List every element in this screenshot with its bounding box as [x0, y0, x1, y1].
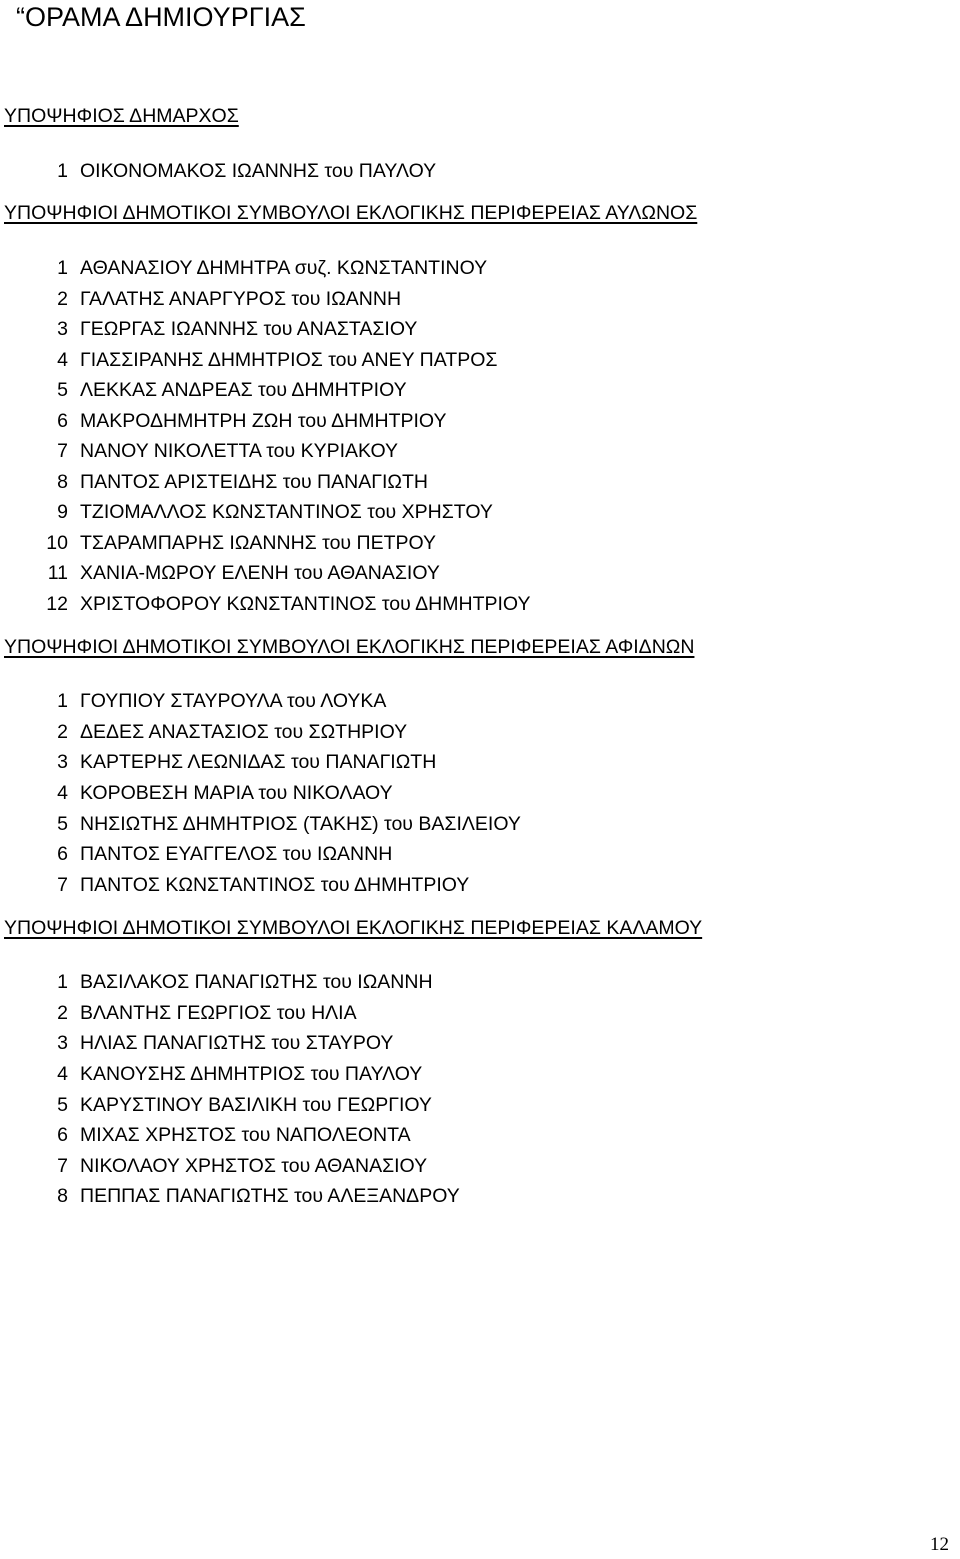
item-number: 7 — [57, 440, 68, 462]
candidate-name: ΝΙΚΟΛΑΟΥ ΧΡΗΣΤΟΣ του ΑΘΑΝΑΣΙΟΥ — [80, 1155, 428, 1177]
item-number: 3 — [57, 751, 68, 773]
item-number: 2 — [57, 721, 68, 743]
item-number: 10 — [46, 532, 68, 554]
item-number: 6 — [57, 1124, 68, 1146]
item-number: 2 — [57, 1002, 68, 1024]
candidate-name: ΤΖΙΟΜΑΛΛΟΣ ΚΩΝΣΤΑΝΤΙΝΟΣ του ΧΡΗΣΤΟΥ — [80, 501, 493, 523]
item-number: 4 — [57, 1063, 68, 1085]
item-number: 5 — [57, 1094, 68, 1116]
section-heading-avlonas: ΥΠΟΨΗΦΙΟΙ ΔΗΜΟΤΙΚΟΙ ΣΥΜΒΟΥΛΟΙ ΕΚΛΟΓΙΚΗΣ ΠΕΡΙΦΕΡΕΙΑΣ ΑΥΛΩΝΟΣ — [4, 202, 698, 224]
item-number: 8 — [57, 471, 68, 493]
item-number: 3 — [57, 318, 68, 340]
candidate-name: ΚΑΡΤΕΡΗΣ ΛΕΩΝΙΔΑΣ του ΠΑΝΑΓΙΩΤΗ — [80, 751, 437, 773]
item-number: 3 — [57, 1032, 68, 1054]
candidate-name: ΠΑΝΤΟΣ ΑΡΙΣΤΕΙΔΗΣ του ΠΑΝΑΓΙΩΤΗ — [80, 471, 428, 493]
item-number: 6 — [57, 410, 68, 432]
item-number: 1 — [57, 160, 68, 182]
candidate-name: ΚΑΝΟΥΣΗΣ ΔΗΜΗΤΡΙΟΣ του ΠΑΥΛΟΥ — [80, 1063, 423, 1085]
item-number: 1 — [57, 257, 68, 279]
candidate-name: ΧΡΙΣΤΟΦΟΡΟΥ ΚΩΝΣΤΑΝΤΙΝΟΣ του ΔΗΜΗΤΡΙΟΥ — [80, 593, 531, 615]
item-number: 1 — [57, 690, 68, 712]
candidate-name: ΓΟΥΠΙΟΥ ΣΤΑΥΡΟΥΛΑ του ΛΟΥΚΑ — [80, 690, 387, 712]
candidate-name: ΛΕΚΚΑΣ ΑΝΔΡΕΑΣ του ΔΗΜΗΤΡΙΟΥ — [80, 379, 407, 401]
candidate-name: ΚΟΡΟΒΕΣΗ ΜΑΡΙΑ του ΝΙΚΟΛΑΟΥ — [80, 782, 393, 804]
candidate-name: ΧΑΝΙΑ-ΜΩΡΟΥ ΕΛΕΝΗ του ΑΘΑΝΑΣΙΟΥ — [80, 562, 440, 584]
candidate-name: ΟΙΚΟΝΟΜΑΚΟΣ ΙΩΑΝΝΗΣ του ΠΑΥΛΟΥ — [80, 160, 437, 182]
item-number: 5 — [57, 379, 68, 401]
candidate-name: ΒΛΑΝΤΗΣ ΓΕΩΡΓΙΟΣ του ΗΛΙΑ — [80, 1002, 357, 1024]
candidate-name: ΝΗΣΙΩΤΗΣ ΔΗΜΗΤΡΙΟΣ (ΤΑΚΗΣ) του ΒΑΣΙΛΕΙΟΥ — [80, 813, 521, 835]
section-heading-mayor: ΥΠΟΨΗΦΙΟΣ ΔΗΜΑΡΧΟΣ — [4, 105, 239, 127]
item-number: 6 — [57, 843, 68, 865]
candidate-name: ΠΕΠΠΑΣ ΠΑΝΑΓΙΩΤΗΣ του ΑΛΕΞΑΝΔΡΟΥ — [80, 1185, 460, 1207]
item-number: 9 — [57, 501, 68, 523]
page-number: 12 — [930, 1534, 949, 1555]
section-heading-afidnes: ΥΠΟΨΗΦΙΟΙ ΔΗΜΟΤΙΚΟΙ ΣΥΜΒΟΥΛΟΙ ΕΚΛΟΓΙΚΗΣ ΠΕΡΙΦΕΡΕΙΑΣ ΑΦΙΔΝΩΝ — [4, 636, 695, 658]
item-number: 7 — [57, 874, 68, 896]
candidate-name: ΓΕΩΡΓΑΣ ΙΩΑΝΝΗΣ του ΑΝΑΣΤΑΣΙΟΥ — [80, 318, 418, 340]
candidate-name: ΓΑΛΑΤΗΣ ΑΝΑΡΓΥΡΟΣ του ΙΩΑΝΝΗ — [80, 288, 402, 310]
candidate-name: ΠΑΝΤΟΣ ΚΩΝΣΤΑΝΤΙΝΟΣ του ΔΗΜΗΤΡΙΟΥ — [80, 874, 470, 896]
item-number: 4 — [57, 349, 68, 371]
candidate-name: ΑΘΑΝΑΣΙΟΥ ΔΗΜΗΤΡΑ συζ. ΚΩΝΣΤΑΝΤΙΝΟΥ — [80, 257, 488, 279]
candidate-name: ΓΙΑΣΣΙΡΑΝΗΣ ΔΗΜΗΤΡΙΟΣ του ΑΝΕΥ ΠΑΤΡΟΣ — [80, 349, 498, 371]
item-number: 7 — [57, 1155, 68, 1177]
candidate-name: ΔΕΔΕΣ ΑΝΑΣΤΑΣΙΟΣ του ΣΩΤΗΡΙΟΥ — [80, 721, 408, 743]
item-number: 4 — [57, 782, 68, 804]
candidate-name: ΚΑΡΥΣΤΙΝΟΥ ΒΑΣΙΛΙΚΗ του ΓΕΩΡΓΙΟΥ — [80, 1094, 432, 1116]
party-title: “ΟΡΑΜΑ ΔΗΜΙΟΥΡΓΙΑΣ — [16, 2, 306, 32]
item-number: 5 — [57, 813, 68, 835]
candidate-name: ΤΣΑΡΑΜΠΑΡΗΣ ΙΩΑΝΝΗΣ του ΠΕΤΡΟΥ — [80, 532, 437, 554]
item-number: 12 — [46, 593, 68, 615]
section-heading-kalamos: ΥΠΟΨΗΦΙΟΙ ΔΗΜΟΤΙΚΟΙ ΣΥΜΒΟΥΛΟΙ ΕΚΛΟΓΙΚΗΣ ΠΕΡΙΦΕΡΕΙΑΣ ΚΑΛΑΜΟΥ — [4, 917, 703, 939]
candidate-name: ΒΑΣΙΛΑΚΟΣ ΠΑΝΑΓΙΩΤΗΣ του ΙΩΑΝΝΗ — [80, 971, 433, 993]
candidate-name: ΜΑΚΡΟΔΗΜΗΤΡΗ ΖΩΗ του ΔΗΜΗΤΡΙΟΥ — [80, 410, 447, 432]
item-number: 1 — [57, 971, 68, 993]
item-number: 2 — [57, 288, 68, 310]
candidate-name: ΝΑΝΟΥ ΝΙΚΟΛΕΤΤΑ του ΚΥΡΙΑΚΟΥ — [80, 440, 399, 462]
candidate-name: ΠΑΝΤΟΣ ΕΥΑΓΓΕΛΟΣ του ΙΩΑΝΝΗ — [80, 843, 393, 865]
item-number: 8 — [57, 1185, 68, 1207]
candidate-name: ΗΛΙΑΣ ΠΑΝΑΓΙΩΤΗΣ του ΣΤΑΥΡΟΥ — [80, 1032, 394, 1054]
item-number: 11 — [47, 562, 68, 584]
candidate-name: ΜΙΧΑΣ ΧΡΗΣΤΟΣ του ΝΑΠΟΛΕΟΝΤΑ — [80, 1124, 411, 1146]
